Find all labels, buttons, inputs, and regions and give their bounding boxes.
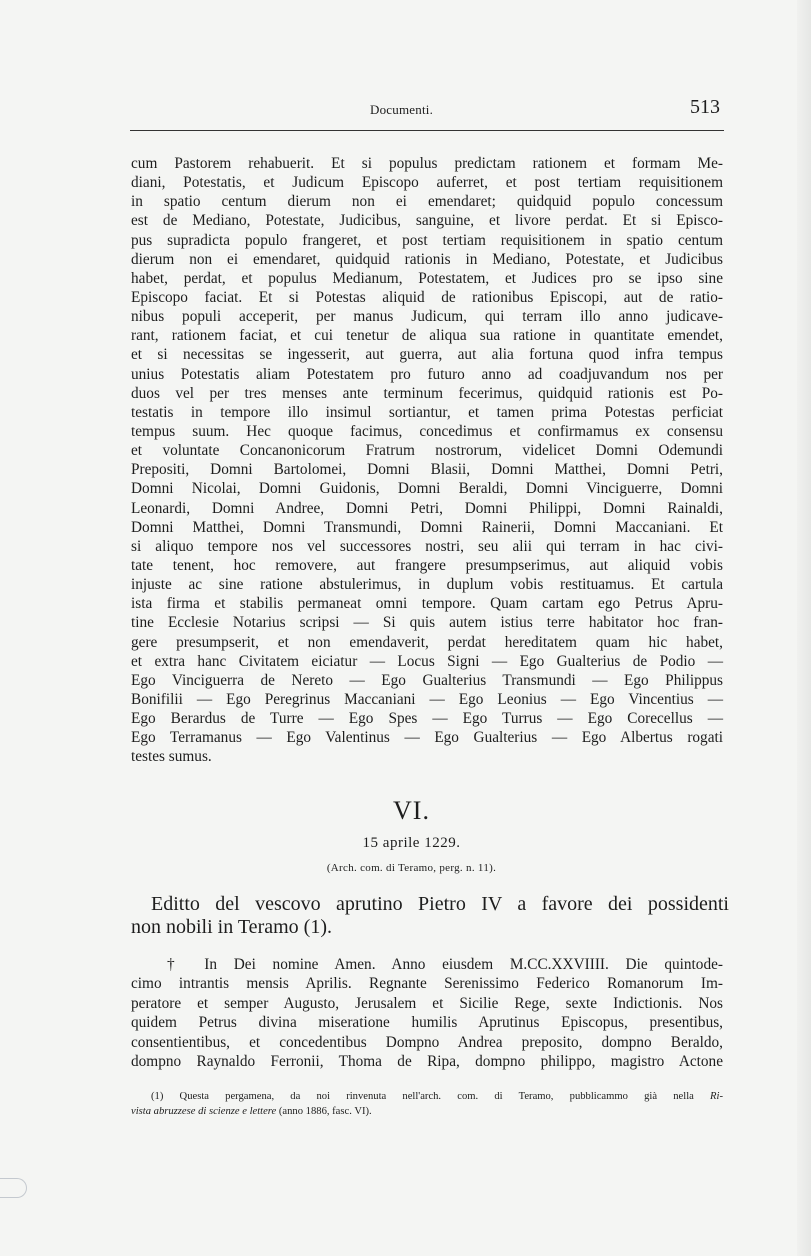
text-line: peratore et semper Augusto, Jerusalem et Sicilie Rege, sexte Indictionis. Nos bbox=[131, 994, 723, 1012]
section-source: (Arch. com. di Teramo, perg. n. 11). bbox=[326, 862, 497, 874]
page-number: 513 bbox=[690, 96, 720, 118]
document-title-line: non nobili in Teramo (1). bbox=[131, 916, 332, 938]
text-line: testatis in tempore illo insimul sortiantur, et tamen prima Potestas perficiat bbox=[131, 403, 723, 421]
section-date: 15 aprile 1229. bbox=[362, 835, 461, 851]
footnote-line bbox=[131, 1089, 723, 1104]
text-line: consentientibus, et concedentibus Dompno Andrea preposito, dompno Beraldo, bbox=[131, 1033, 723, 1051]
text-line: rant, rationem faciat, et cui tenetur de aliqua sua ratione in quantitate emendet, bbox=[131, 327, 723, 345]
text-line: pus supradicta populo frangeret, et post tertiam requisitionem in spatio centum bbox=[131, 231, 723, 249]
document-title bbox=[131, 893, 729, 939]
text-line: † In Dei nomine Amen. Anno eiusdem M.CC.XXVIIII. Die quintode- bbox=[167, 956, 723, 973]
text-line: Ego Vinciguerra de Nereto — Ego Gualterius Transmundi — Ego Philippus bbox=[131, 671, 723, 689]
text-line: nibus populi acceperit, per manus Judicum, qui terram illo anno judicave- bbox=[131, 308, 723, 326]
text-line: Ego Terramanus — Ego Valentinus — Ego Gualterius — Ego Albertus rogati bbox=[131, 729, 723, 747]
text-line: cimo intrantis mensis Aprilis. Regnante Serenissimo Federico Romanorum Im- bbox=[131, 975, 723, 993]
text-line: in spatio centum dierum non ei emendaret; quidquid populo concessum bbox=[131, 193, 723, 211]
text-line: Prepositi, Domni Bartolomei, Domni Blasii, Domni Matthei, Domni Petri, bbox=[131, 461, 723, 479]
footnote bbox=[131, 1089, 723, 1119]
text-line: ista firma et stabilis permaneat omni tempore. Quam cartam ego Petrus Apru- bbox=[131, 595, 723, 613]
text-line: Bonifilii — Ego Peregrinus Maccaniani — Ego Leonius — Ego Vincentius — bbox=[131, 690, 723, 708]
text-line: et extra hanc Civitatem eiciatur — Locus Signi — Ego Gualterius de Podio — bbox=[131, 652, 723, 670]
binding-mark bbox=[0, 1178, 27, 1198]
footnote-text: (anno 1886, fasc. VI). bbox=[278, 1106, 372, 1117]
text-line: Episcopo faciat. Et si Potestas aliquid de rationibus Episcopi, aut de ratio- bbox=[131, 288, 723, 306]
text-line: gere presumpserit, et non emendaverit, perdat hereditatem quam hic habet, bbox=[131, 633, 723, 651]
text-line: Ego Berardus de Turre — Ego Spes — Ego Turrus — Ego Corecellus — bbox=[131, 710, 723, 728]
text-line: cum Pastorem rehabuerit. Et si populus predictam rationem et formam Me- bbox=[131, 155, 723, 172]
page-header bbox=[130, 94, 724, 131]
text-line: Domni Nicolai, Domni Guidonis, Domni Beraldi, Domni Vinciguerre, Domni bbox=[131, 480, 723, 498]
text-line: duos vel per tres menses ante terminum fecerimus, quidquid rationis est Po- bbox=[131, 384, 723, 402]
text-line: injuste ac sine ratione abstulerimus, in duplum vobis restituamus. Et cartula bbox=[131, 576, 723, 594]
footnote-italic: Ri- bbox=[710, 1091, 723, 1102]
footnote-text: (1) Questa pergamena, da noi rinvenuta nell'arch. com. di Teramo, pubblicammo già nella bbox=[151, 1091, 694, 1102]
text-line: tempus suum. Hec quoque facimus, concedimus et confirmamus ex consensu bbox=[131, 422, 723, 440]
text-line: tine Ecclesie Notarius scripsi — Si quis autem istius terre habitator hoc fran- bbox=[131, 614, 723, 632]
text-line: et voluntate Concanonicorum Fratrum nostrorum, videlicet Domni Odemundi bbox=[131, 442, 723, 460]
text-line: si aliquo tempore nos vel successores nostri, seu alii qui terram in hac civi- bbox=[131, 537, 723, 555]
document-title-line: Editto del vescovo aprutino Pietro IV a favore dei possidenti bbox=[151, 893, 729, 915]
text-line: diani, Potestatis, et Judicum Episcopo auferret, et post tertiam requisitionem bbox=[131, 174, 723, 192]
text-line: quidem Petrus divina miseratione humilis Aprutinus Episcopus, presentibus, bbox=[131, 1014, 723, 1032]
text-line: dompno Raynaldo Ferronii, Thoma de Ripa, dompno philippo, magistro Actone bbox=[131, 1052, 723, 1070]
text-line: et si necessitas se ingesserit, aut guerra, aut alia fortuna quod infra tempus bbox=[131, 346, 723, 364]
text-line: Domni Matthei, Domni Transmundi, Domni Rainerii, Domni Maccaniani. Et bbox=[131, 518, 723, 536]
section-numeral: VI. bbox=[393, 796, 430, 825]
page-edge bbox=[797, 0, 811, 1256]
text-line: habet, perdat, et populus Medianum, Potestatem, et Judices pro se ipso sine bbox=[131, 269, 723, 287]
text-line: Leonardi, Domni Andree, Domni Petri, Domni Philippi, Domni Rainaldi, bbox=[131, 499, 723, 517]
previous-document-text bbox=[131, 154, 723, 767]
text-line: dierum non ei emendaret, quidquid rationis in Mediano, Potestate, et Judicibus bbox=[131, 250, 723, 268]
text-line: tate tenent, hoc removere, aut frangere presumpserimus, aut aliquid vobis bbox=[131, 556, 723, 574]
text-line: testes sumus. bbox=[131, 748, 212, 766]
footnote-line bbox=[131, 1104, 723, 1119]
footnote-journal-title: vista abruzzese di scienze e lettere bbox=[131, 1106, 277, 1117]
text-line: unius Potestatis aliam Potestatem pro futuro anno ad coadjuvandum nos per bbox=[131, 365, 723, 383]
text-line: est de Mediano, Potestate, Judicibus, sanguine, et livore perdat. Et si Episco- bbox=[131, 212, 723, 230]
document-body-text bbox=[131, 955, 723, 1071]
running-title: Documenti. bbox=[370, 102, 434, 117]
